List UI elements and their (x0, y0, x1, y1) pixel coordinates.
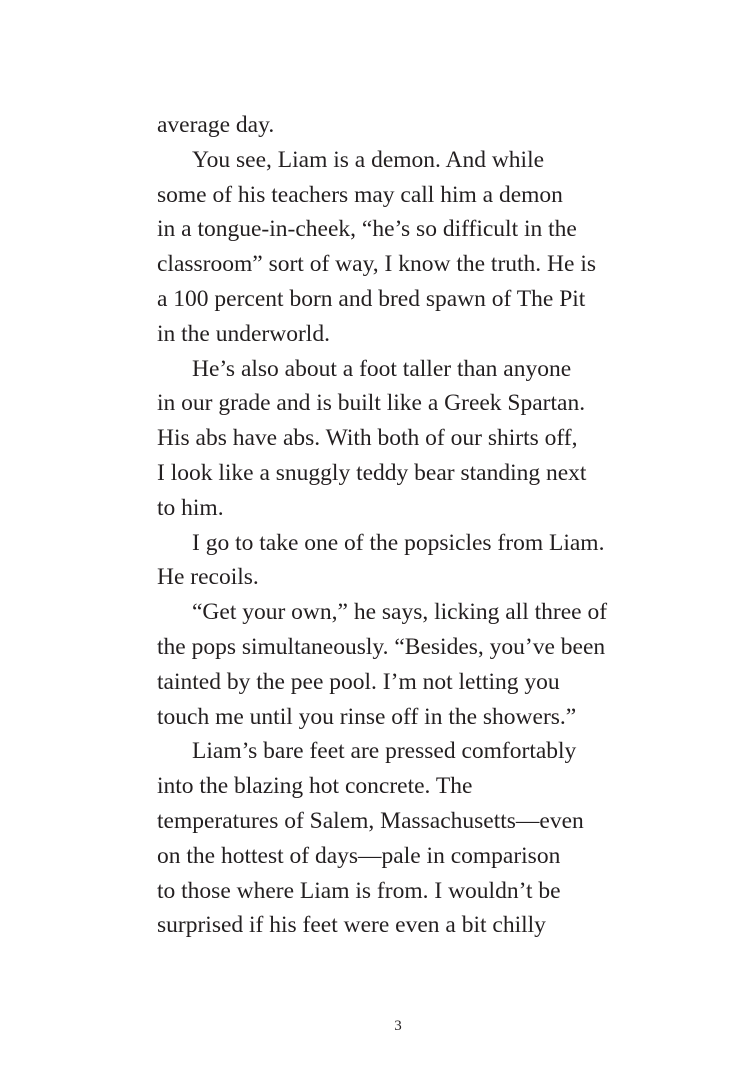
text-line: He recoils. (157, 564, 259, 591)
text-line: tainted by the pee pool. I’m not letting you (157, 668, 560, 695)
text-line: average day. (157, 112, 275, 138)
text-line: touch me until you rinse off in the showers.” (157, 703, 577, 730)
text-line: classroom” sort of way, I know the truth. He is (157, 251, 597, 278)
text-line: a 100 percent born and bred spawn of The Pit (157, 285, 586, 312)
text-line: in the underworld. (157, 320, 330, 347)
text-line: in a tongue-in-cheek, “he’s so difficult in the (157, 216, 577, 243)
body-text (157, 108, 657, 943)
text-line: I go to take one of the popsicles from Liam. (192, 529, 605, 556)
text-line: “Get your own,” he says, licking all three of (192, 599, 608, 626)
text-line: surprised if his feet were even a bit chilly (157, 912, 546, 939)
text-line: You see, Liam is a demon. And while (192, 146, 545, 173)
text-line: the pops simultaneously. “Besides, you’ve been (157, 633, 606, 660)
text-line: in our grade and is built like a Greek Spartan. (157, 390, 586, 417)
text-line: temperatures of Salem, Massachusetts—even (157, 807, 584, 834)
page-number: 3 (394, 1018, 402, 1034)
text-line: on the hottest of days—pale in comparison (157, 842, 561, 869)
text-line: to him. (157, 494, 224, 521)
text-line: into the blazing hot concrete. The (157, 773, 473, 800)
text-line: some of his teachers may call him a demon (157, 181, 563, 208)
text-line: He’s also about a foot taller than anyone (192, 355, 572, 382)
text-line: I look like a snuggly teddy bear standing next (157, 459, 587, 486)
text-line: Liam’s bare feet are pressed comfortably (192, 738, 577, 765)
text-line: His abs have abs. With both of our shirts off, (157, 425, 578, 452)
text-line: to those where Liam is from. I wouldn’t be (157, 877, 561, 904)
